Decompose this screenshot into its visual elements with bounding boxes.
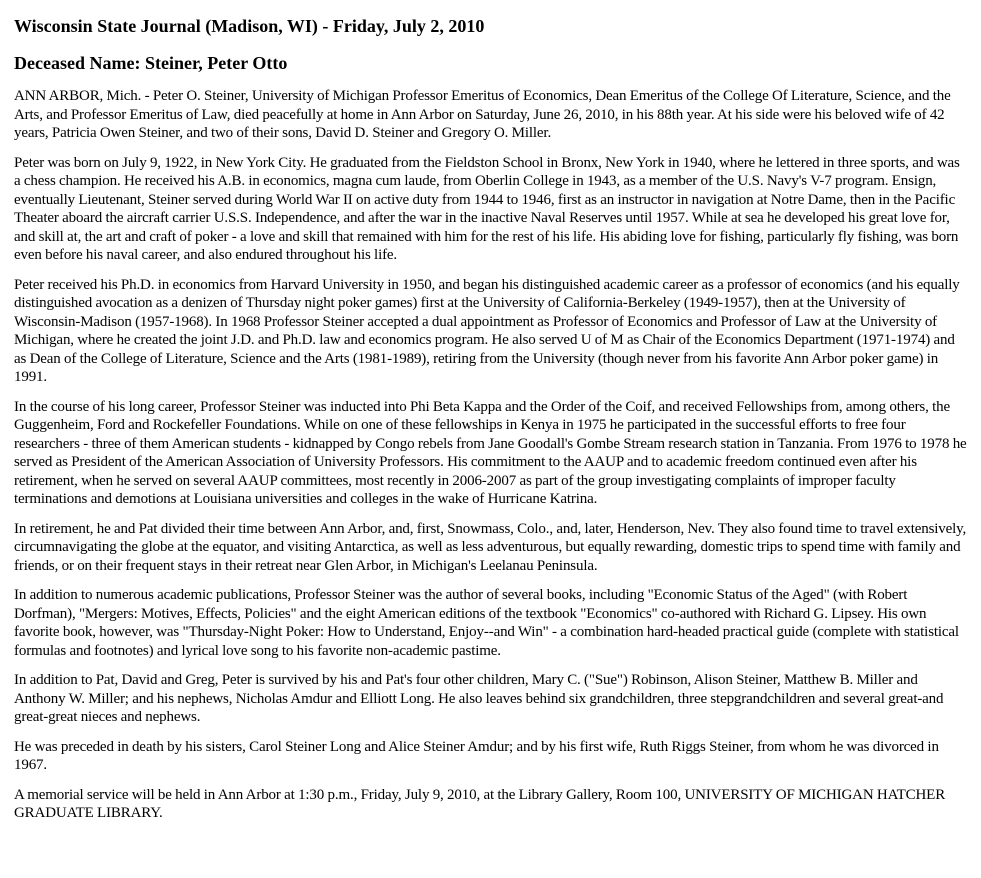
obituary-paragraph-3: Peter received his Ph.D. in economics from Harvard University in 1950, and began his distinguished academic career as a professor of economics (and his equally distinguished avocation as a denizen of Thursday night poker games) first at the University of California-Berkeley (1949-1957), then at the University of Wisconsin-Madison (1957-1968). In 1968 Professor Steiner accepted a dual appointment as Professor of Economics and Professor of Law at the University of Michigan, where he created the joint J.D. and Ph.D. law and economics program. He also served U of M as Chair of the Economics Department (1971-1974) and as Dean of the College of Literature, Science and the Arts (1981-1989), retiring from the University (though never from his favorite Ann Arbor poker game) in 1991.	[14, 276, 960, 385]
obituary-paragraph-2: Peter was born on July 9, 1922, in New York City. He graduated from the Fieldston School in Bronx, New York in 1940, where he lettered in three sports, and was a chess champion. He received his A.B. in economics, magna cum laude, from Oberlin College in 1943, as a member of the U.S. Navy's V-7 program. Ensign, eventually Lieutenant, Steiner served during World War II on active duty from 1944 to 1946, first as an instructor in navigation at Notre Dame, then in the Pacific Theater aboard the aircraft carrier U.S.S. Independence, and after the war in the inactive Naval Reserves until 1957. While at sea he developed his great love for, and skill at, the art and craft of poker - a love and skill that remained with him for the rest of his life. His abiding love for fishing, particularly fly fishing, was born even before his naval career, and also endured throughout his life.	[14, 154, 960, 263]
obituary-paragraph-1: ANN ARBOR, Mich. - Peter O. Steiner, University of Michigan Professor Emeritus of Economics, Dean Emeritus of the College Of Literature, Science, and the Arts, and Professor Emeritus of Law, died peacefully at home in Ann Arbor on Saturday, June 26, 2010, in his 88th year. At his side were his beloved wife of 42 years, Patricia Owen Steiner, and two of their sons, David D. Steiner and Gregory O. Miller.	[14, 88, 951, 141]
obituary-body	[14, 87, 967, 823]
obituary-paragraph-7: In addition to Pat, David and Greg, Peter is survived by his and Pat's four other children, Mary C. ("Sue") Robinson, Alison Steiner, Matthew B. Miller and Anthony W. Miller; and his nephews, Nicholas Amdur and Elliott Long. He also leaves behind six grandchildren, three stepgrandchildren and several great-and great-great nieces and nephews.	[14, 672, 944, 725]
obituary-paragraph-6: In addition to numerous academic publications, Professor Steiner was the author of several books, including "Economic Status of the Aged" (with Robert Dorfman), "Mergers: Motives, Effects, Policies" and the eight American editions of the textbook "Economics" co-authored with Richard G. Lipsey. His own favorite book, however, was "Thursday-Night Poker: How to Understand, Enjoy--and Win" - a combination hard-headed practical guide (complete with statistical formulas and footnotes) and lyrical love song to his favorite non-academic pastime.	[14, 587, 959, 659]
newspaper-masthead: Wisconsin State Journal (Madison, WI) - Friday, July 2, 2010	[14, 16, 485, 36]
obituary-paragraph-5: In retirement, he and Pat divided their time between Ann Arbor, and, first, Snowmass, Colo., and, later, Henderson, Nev. They also found time to travel extensively, circumnavigating the globe at the equator, and visiting Antarctica, as well as less adventurous, but equally rewarding, domestic trips to spend time with family and friends, or on their frequent stays in their retreat near Glen Arbor, in Michigan's Leelanau Peninsula.	[14, 520, 967, 574]
obituary-paragraph-9: A memorial service will be held in Ann Arbor at 1:30 p.m., Friday, July 9, 2010, at the Library Gallery, Room 100, UNIVERSITY OF MICHIGAN HATCHER GRADUATE LIBRARY.	[14, 786, 946, 821]
deceased-name-heading: Deceased Name: Steiner, Peter Otto	[14, 53, 288, 73]
obituary-paragraph-8: He was preceded in death by his sisters, Carol Steiner Long and Alice Steiner Amdur; and by his first wife, Ruth Riggs Steiner, from whom he was divorced in 1967.	[14, 738, 939, 773]
obituary-paragraph-4: In the course of his long career, Professor Steiner was inducted into Phi Beta Kappa and the Order of the Coif, and received Fellowships from, among others, the Guggenheim, Ford and Rockefeller Foundations. While on one of these fellowships in Kenya in 1975 he participated in the successful efforts to free four researchers - three of them American students - kidnapped by Congo rebels from Jane Goodall's Gombe Stream research station in Tanzania. From 1976 to 1978 he served as President of the American Association of University Professors. His commitment to the AAUP and to academic freedom continued even after his retirement, when he served on several AAUP committees, most recently in 2006-2007 as part of the group investigating complaints of improper faculty terminations and demotions at Louisiana universities and colleges in the wake of Hurricane Katrina.	[14, 398, 967, 507]
